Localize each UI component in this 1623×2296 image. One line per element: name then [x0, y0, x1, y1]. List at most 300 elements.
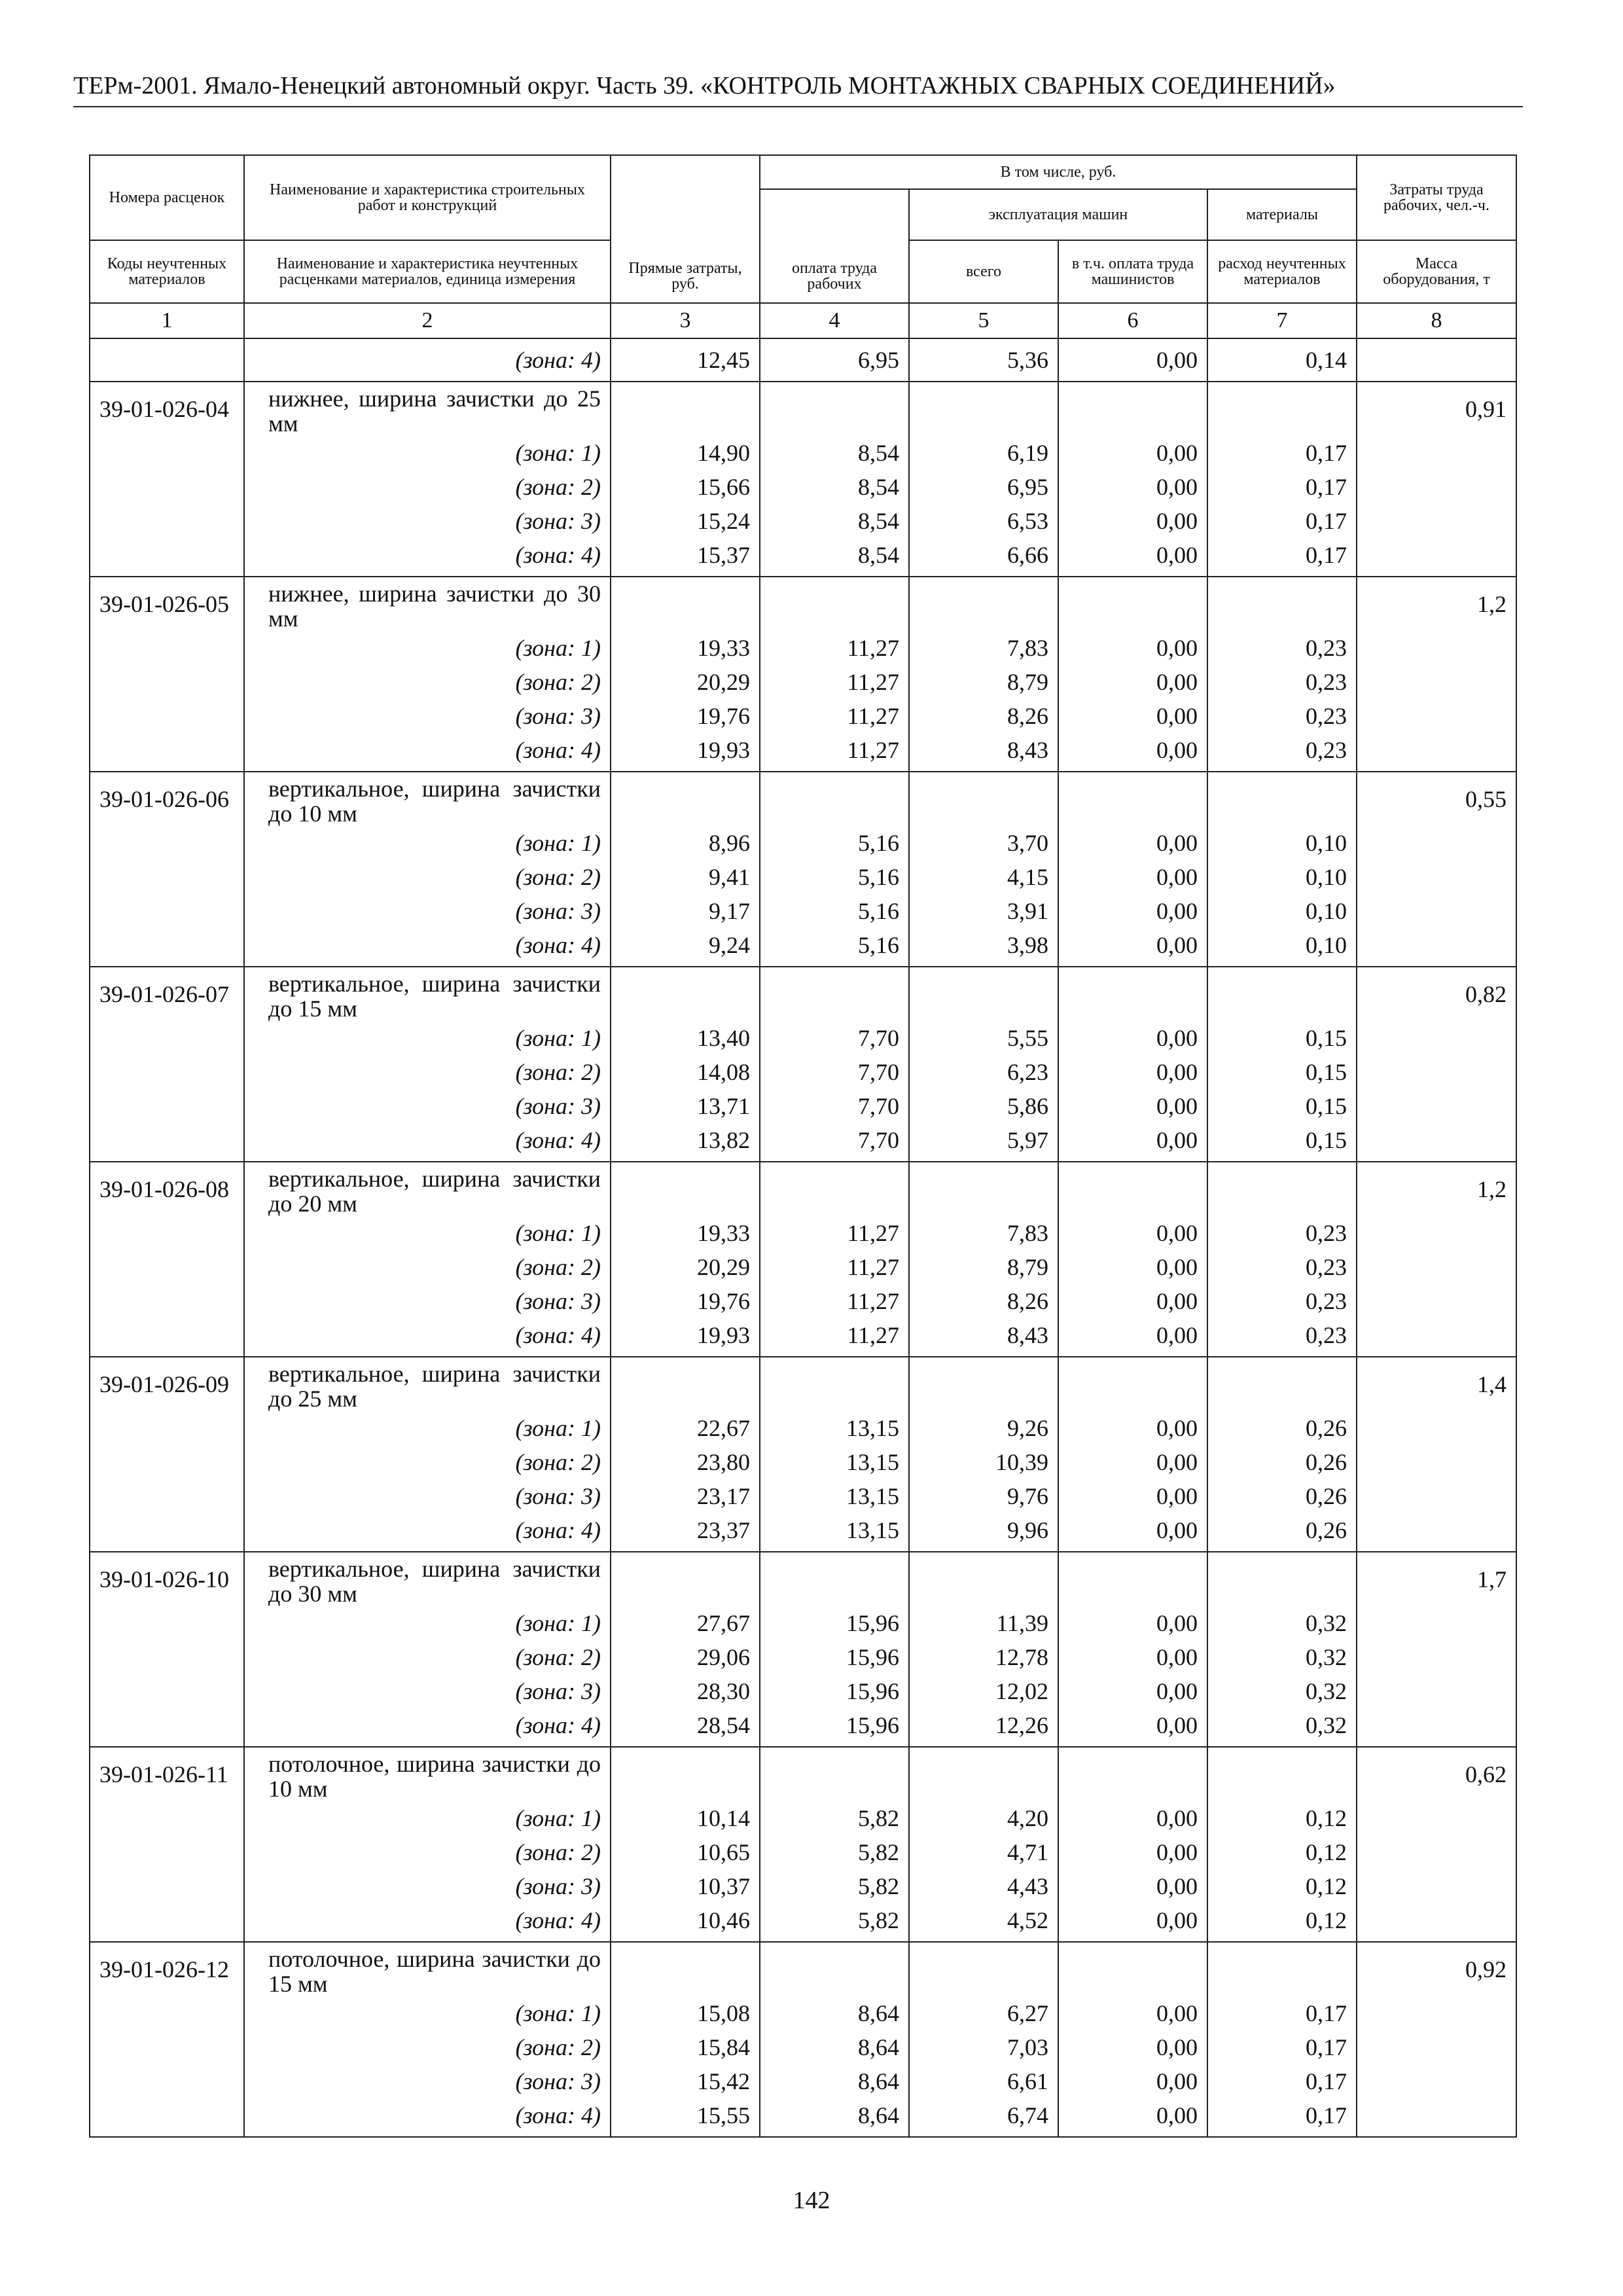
labor-pay: 11,27	[847, 703, 899, 729]
materials-cost: 0,23	[1306, 1220, 1347, 1246]
labor-pay: 5,82	[858, 1805, 899, 1831]
direct-cost: 9,24	[709, 932, 750, 958]
machinists-pay: 0,00	[1156, 830, 1198, 856]
spacer	[1217, 1166, 1347, 1216]
rate-code: 39-01-026-04	[99, 396, 229, 422]
work-description-cell	[244, 772, 611, 967]
work-description: вертикальное, ширина зачистки до 25 мм	[268, 1361, 601, 1412]
labor-pay: 11,27	[847, 737, 899, 763]
machines-cost: 6,27	[1007, 2000, 1048, 2026]
labor-hours-cell	[1357, 1357, 1516, 1552]
materials-cost: 0,15	[1306, 1127, 1347, 1153]
zone-label: (зона: 3)	[515, 898, 601, 924]
machinists-pay: 0,00	[1156, 1254, 1198, 1280]
machinists-pay: 0,00	[1156, 1288, 1198, 1314]
labor-pay: 15,96	[846, 1678, 899, 1704]
materials-cost: 0,17	[1306, 508, 1347, 534]
page-header-title: ТЕРм-2001. Ямало-Ненецкий автономный округ. Часть 39. «КОНТРОЛЬ МОНТАЖНЫХ СВАРНЫХ СОЕДИНЕНИЙ»	[73, 72, 1336, 99]
work-description-cell	[244, 1747, 611, 1942]
spacer	[1068, 1556, 1198, 1606]
zone-label: (зона: 4)	[515, 2102, 601, 2128]
labor-pay: 8,64	[858, 2102, 899, 2128]
materials-cost: 0,15	[1306, 1059, 1347, 1085]
spacer	[770, 1361, 899, 1411]
rate-code-cell	[90, 1162, 244, 1357]
zone-label: (зона: 2)	[515, 864, 601, 890]
materials-cost: 0,17	[1306, 474, 1347, 500]
machines-cost: 4,52	[1007, 1907, 1048, 1933]
machinists-pay: 0,00	[1156, 1449, 1198, 1475]
labor-pay: 8,54	[858, 440, 899, 466]
rate-code: 39-01-026-08	[99, 1176, 229, 1202]
work-description: вертикальное, ширина зачистки до 20 мм	[268, 1166, 601, 1217]
labor-pay-cell	[760, 967, 909, 1162]
col-number: 7	[1207, 303, 1357, 338]
spacer	[919, 1166, 1048, 1216]
rate-entry	[90, 382, 1516, 577]
labor-pay: 7,70	[858, 1127, 899, 1153]
rate-entry	[90, 577, 1516, 772]
labor-hours-cell	[1357, 1552, 1516, 1747]
materials-cost: 0,32	[1306, 1678, 1347, 1704]
machinists-pay: 0,00	[1156, 1093, 1198, 1119]
labor-hours: 1,7	[1477, 1566, 1507, 1592]
zone-label: (зона: 1)	[515, 1220, 601, 1246]
machines-cost: 8,79	[1007, 1254, 1048, 1280]
zone-label: (зона: 3)	[515, 1873, 601, 1899]
rate-code: 39-01-026-06	[99, 786, 229, 812]
table-row	[90, 1552, 1516, 1747]
materials-cost: 0,10	[1306, 830, 1347, 856]
direct-cost: 19,76	[697, 703, 750, 729]
machines-cost: 5,36	[1007, 347, 1048, 373]
machines-cost: 5,97	[1007, 1127, 1048, 1153]
col-number: 6	[1058, 303, 1207, 338]
zone-label: (зона: 4)	[515, 1322, 601, 1348]
zone-label: (зона: 2)	[515, 1644, 601, 1670]
labor-pay: 8,64	[858, 2034, 899, 2060]
machines-cost-cell	[909, 967, 1058, 1162]
machines-cost: 11,39	[996, 1610, 1048, 1636]
labor-pay-cell	[760, 1552, 909, 1747]
machines-cost: 10,39	[995, 1449, 1048, 1475]
materials-cost: 0,12	[1306, 1839, 1347, 1865]
labor-pay: 11,27	[847, 635, 899, 661]
machines-cost: 8,79	[1007, 669, 1048, 695]
machinists-pay: 0,00	[1156, 347, 1198, 373]
work-description-cell	[244, 382, 611, 577]
machinists-pay-cell	[1058, 772, 1207, 967]
machinists-pay-cell	[1058, 382, 1207, 577]
spacer	[770, 581, 899, 631]
table-row	[90, 1747, 1516, 1942]
materials-cost-cell	[1207, 1942, 1357, 2137]
materials-cost: 0,26	[1306, 1415, 1347, 1441]
work-description: потолочное, ширина зачистки до 10 мм	[268, 1751, 601, 1802]
spacer	[620, 1751, 750, 1801]
rate-entry	[90, 1357, 1516, 1552]
labor-pay: 11,27	[847, 1322, 899, 1348]
zone-label: (зона: 1)	[515, 635, 601, 661]
zone-label: (зона: 2)	[515, 2034, 601, 2060]
spacer	[770, 971, 899, 1021]
direct-cost: 13,71	[697, 1093, 750, 1119]
direct-cost: 15,37	[697, 542, 750, 568]
zone-label: (зона: 1)	[515, 2000, 601, 2026]
spacer	[1217, 581, 1347, 631]
direct-cost: 13,40	[697, 1025, 750, 1051]
machinists-pay: 0,00	[1156, 703, 1198, 729]
machines-cost-cell	[909, 382, 1058, 577]
spacer	[1217, 1361, 1347, 1411]
direct-cost: 14,90	[697, 440, 750, 466]
machinists-pay: 0,00	[1156, 1805, 1198, 1831]
spacer	[620, 1361, 750, 1411]
machines-cost: 5,86	[1007, 1093, 1048, 1119]
direct-cost-cell	[611, 1162, 760, 1357]
labor-pay-cell	[760, 1357, 909, 1552]
machines-cost: 8,43	[1007, 737, 1048, 763]
direct-cost: 22,67	[697, 1415, 750, 1441]
materials-cost: 0,12	[1306, 1873, 1347, 1899]
machines-cost: 6,66	[1007, 542, 1048, 568]
direct-cost: 12,45	[697, 347, 750, 373]
spacer	[770, 1166, 899, 1216]
zone-label: (зона: 3)	[515, 1093, 601, 1119]
zone-label: (зона: 1)	[515, 1610, 601, 1636]
zone-label: (зона: 2)	[515, 1059, 601, 1085]
materials-cost: 0,15	[1306, 1093, 1347, 1119]
machines-cost-cell	[909, 772, 1058, 967]
machinists-pay: 0,00	[1156, 1483, 1198, 1509]
equipment-mass-header: Масса оборудования, т	[1357, 240, 1516, 303]
machines-cost: 9,96	[1007, 1517, 1048, 1543]
labor-hours: 0,62	[1465, 1761, 1507, 1787]
direct-cost: 15,24	[697, 508, 750, 534]
col-material-name-header: Наименование и характеристика неучтенных расценками материалов, единица измерения	[244, 240, 611, 303]
labor-pay-cell	[760, 338, 909, 382]
labor-hours-cell	[1357, 382, 1516, 577]
labor-pay-cell	[760, 1747, 909, 1942]
materials-cost: 0,23	[1306, 669, 1347, 695]
labor-hours: 0,92	[1465, 1956, 1507, 1982]
spacer	[1068, 581, 1198, 631]
machines-cost: 9,76	[1007, 1483, 1048, 1509]
machines-cost-cell	[909, 1747, 1058, 1942]
materials-cost: 0,17	[1306, 2102, 1347, 2128]
spacer	[1217, 1556, 1347, 1606]
labor-hours: 0,91	[1465, 396, 1507, 422]
materials-cost: 0,10	[1306, 932, 1347, 958]
labor-hours-cell	[1357, 1162, 1516, 1357]
machinists-pay-cell	[1058, 577, 1207, 772]
machines-cost: 9,26	[1007, 1415, 1048, 1441]
work-description-cell	[244, 338, 611, 382]
col-direct-costs-header: Прямые затраты, руб.	[611, 155, 760, 303]
zone-label: (зона: 4)	[515, 347, 601, 373]
labor-pay: 13,15	[846, 1483, 899, 1509]
zone-label: (зона: 3)	[515, 2068, 601, 2094]
machinists-pay: 0,00	[1156, 1610, 1198, 1636]
labor-hours: 0,55	[1465, 786, 1507, 812]
materials-cost-cell	[1207, 1552, 1357, 1747]
rate-entry	[90, 967, 1516, 1162]
machines-cost: 3,91	[1007, 898, 1048, 924]
direct-cost: 10,65	[697, 1839, 750, 1865]
machines-cost: 6,61	[1007, 2068, 1048, 2094]
spacer	[1068, 386, 1198, 436]
table-row	[90, 967, 1516, 1162]
machinists-pay: 0,00	[1156, 2034, 1198, 2060]
zone-label: (зона: 1)	[515, 830, 601, 856]
zone-label: (зона: 1)	[515, 440, 601, 466]
spacer	[919, 1556, 1048, 1606]
machines-cost: 4,71	[1007, 1839, 1048, 1865]
labor-pay-cell	[760, 382, 909, 577]
table-row	[90, 382, 1516, 577]
continuation-block	[90, 338, 1516, 382]
rate-entry	[90, 1942, 1516, 2137]
zone-label: (зона: 4)	[515, 1907, 601, 1933]
machinists-pay: 0,00	[1156, 1712, 1198, 1738]
direct-cost: 28,54	[697, 1712, 750, 1738]
machines-cost: 3,70	[1007, 830, 1048, 856]
labor-hours: 1,2	[1477, 591, 1507, 617]
machines-cost: 4,15	[1007, 864, 1048, 890]
labor-hours: 1,2	[1477, 1176, 1507, 1202]
spacer	[1068, 1946, 1198, 1996]
spacer	[1217, 1751, 1347, 1801]
labor-pay: 15,96	[846, 1644, 899, 1670]
machinists-pay: 0,00	[1156, 1873, 1198, 1899]
rate-code-cell	[90, 1552, 244, 1747]
rate-code-cell	[90, 967, 244, 1162]
machines-cost-cell	[909, 1552, 1058, 1747]
spacer	[620, 386, 750, 436]
direct-cost: 15,84	[697, 2034, 750, 2060]
machines-cost-cell	[909, 577, 1058, 772]
machinists-pay: 0,00	[1156, 1220, 1198, 1246]
machinists-pay: 0,00	[1156, 1127, 1198, 1153]
machinists-pay-header: в т.ч. оплата труда машинистов	[1058, 240, 1207, 303]
direct-cost-cell	[611, 1747, 760, 1942]
labor-hours-cell	[1357, 967, 1516, 1162]
col-number: 3	[611, 303, 760, 338]
work-description: нижнее, ширина зачистки до 30 мм	[268, 581, 601, 632]
rate-entry	[90, 1747, 1516, 1942]
machinists-pay: 0,00	[1156, 1517, 1198, 1543]
machines-cost: 8,26	[1007, 1288, 1048, 1314]
materials-cost: 0,17	[1306, 542, 1347, 568]
direct-cost: 27,67	[697, 1610, 750, 1636]
direct-cost: 20,29	[697, 1254, 750, 1280]
spacer	[770, 1751, 899, 1801]
machinists-pay: 0,00	[1156, 2102, 1198, 2128]
machinists-pay-cell	[1058, 1942, 1207, 2137]
direct-cost: 19,93	[697, 1322, 750, 1348]
spacer	[1217, 776, 1347, 826]
materials-cost-cell	[1207, 1747, 1357, 1942]
labor-pay: 5,16	[858, 864, 899, 890]
direct-cost-cell	[611, 967, 760, 1162]
materials-cost: 0,14	[1306, 347, 1347, 373]
spacer	[1068, 971, 1198, 1021]
direct-cost: 29,06	[697, 1644, 750, 1670]
machinists-pay: 0,00	[1156, 2068, 1198, 2094]
direct-cost: 23,80	[697, 1449, 750, 1475]
col-labor-hours-header: Затраты труда рабочих, чел.-ч.	[1357, 155, 1516, 240]
machinists-pay-cell	[1058, 1552, 1207, 1747]
direct-cost: 28,30	[697, 1678, 750, 1704]
direct-cost: 15,42	[697, 2068, 750, 2094]
machinists-pay: 0,00	[1156, 1907, 1198, 1933]
labor-pay: 5,82	[858, 1839, 899, 1865]
machinists-pay-cell	[1058, 338, 1207, 382]
zone-label: (зона: 4)	[515, 737, 601, 763]
col-number: 5	[909, 303, 1058, 338]
labor-pay: 13,15	[846, 1449, 899, 1475]
work-description-cell	[244, 1552, 611, 1747]
labor-pay: 15,96	[846, 1610, 899, 1636]
spacer	[1217, 971, 1347, 1021]
table-row	[90, 1162, 1516, 1357]
machinists-pay-cell	[1058, 1162, 1207, 1357]
materials-cost-cell	[1207, 382, 1357, 577]
machines-cost: 4,20	[1007, 1805, 1048, 1831]
direct-cost: 9,17	[709, 898, 750, 924]
col-number: 8	[1357, 303, 1516, 338]
materials-cost: 0,23	[1306, 1322, 1347, 1348]
labor-hours-cell	[1357, 577, 1516, 772]
machinists-pay: 0,00	[1156, 1644, 1198, 1670]
table-row	[90, 772, 1516, 967]
rate-code-cell	[90, 1357, 244, 1552]
work-description: нижнее, ширина зачистки до 25 мм	[268, 386, 601, 437]
direct-cost: 10,14	[697, 1805, 750, 1831]
col-number: 4	[760, 303, 909, 338]
machines-cost: 12,02	[995, 1678, 1048, 1704]
materials-cost: 0,17	[1306, 440, 1347, 466]
col-material-codes-header: Коды неучтенных материалов	[90, 240, 244, 303]
incl-header: В том числе, руб.	[760, 155, 1357, 189]
direct-cost: 19,76	[697, 1288, 750, 1314]
labor-pay: 5,82	[858, 1907, 899, 1933]
spacer	[770, 1556, 899, 1606]
spacer	[919, 1751, 1048, 1801]
direct-cost: 15,55	[697, 2102, 750, 2128]
zone-label: (зона: 2)	[515, 1839, 601, 1865]
machines-cost-cell	[909, 338, 1058, 382]
direct-cost: 19,93	[697, 737, 750, 763]
labor-pay: 8,54	[858, 474, 899, 500]
rate-code: 39-01-026-07	[99, 981, 229, 1007]
machines-cost-cell	[909, 1942, 1058, 2137]
direct-cost: 8,96	[709, 830, 750, 856]
labor-pay: 5,82	[858, 1873, 899, 1899]
labor-pay: 8,54	[858, 508, 899, 534]
page-number: 142	[793, 2187, 830, 2214]
labor-pay: 11,27	[847, 1288, 899, 1314]
spacer	[919, 971, 1048, 1021]
labor-pay: 7,70	[858, 1059, 899, 1085]
machines-cost: 6,23	[1007, 1059, 1048, 1085]
spacer	[620, 581, 750, 631]
table-row	[90, 1942, 1516, 2137]
materials-cost: 0,23	[1306, 703, 1347, 729]
work-description: вертикальное, ширина зачистки до 10 мм	[268, 776, 601, 827]
work-description-cell	[244, 1357, 611, 1552]
work-description-cell	[244, 1942, 611, 2137]
rate-code-cell	[90, 382, 244, 577]
materials-cost: 0,12	[1306, 1907, 1347, 1933]
zone-label: (зона: 2)	[515, 1449, 601, 1475]
spacer	[620, 1166, 750, 1216]
rate-code-cell	[90, 577, 244, 772]
materials-cost-cell	[1207, 1357, 1357, 1552]
machinists-pay-cell	[1058, 967, 1207, 1162]
col-number: 2	[244, 303, 611, 338]
zone-label: (зона: 1)	[515, 1415, 601, 1441]
direct-cost: 10,37	[697, 1873, 750, 1899]
spacer	[1068, 1361, 1198, 1411]
direct-cost: 23,37	[697, 1517, 750, 1543]
materials-cost: 0,23	[1306, 1288, 1347, 1314]
labor-pay: 7,70	[858, 1025, 899, 1051]
work-description: вертикальное, ширина зачистки до 15 мм	[268, 971, 601, 1022]
labor-pay: 11,27	[847, 1220, 899, 1246]
labor-pay-cell	[760, 772, 909, 967]
zone-label: (зона: 4)	[515, 1517, 601, 1543]
machines-header: эксплуатация машин	[909, 189, 1207, 240]
labor-pay: 5,16	[858, 932, 899, 958]
work-description-cell	[244, 1162, 611, 1357]
rate-entry	[90, 772, 1516, 967]
labor-hours: 0,82	[1465, 981, 1507, 1007]
machinists-pay: 0,00	[1156, 440, 1198, 466]
machinists-pay: 0,00	[1156, 864, 1198, 890]
materials-cost-cell	[1207, 577, 1357, 772]
materials-cost: 0,26	[1306, 1483, 1347, 1509]
machines-cost: 12,78	[995, 1644, 1048, 1670]
labor-pay: 5,16	[858, 898, 899, 924]
work-description: вертикальное, ширина зачистки до 30 мм	[268, 1556, 601, 1607]
zone-label: (зона: 4)	[515, 1127, 601, 1153]
materials-cost-cell	[1207, 338, 1357, 382]
labor-pay: 13,15	[846, 1415, 899, 1441]
machines-cost-cell	[909, 1162, 1058, 1357]
materials-cost: 0,26	[1306, 1449, 1347, 1475]
machinists-pay: 0,00	[1156, 1322, 1198, 1348]
direct-cost-cell	[611, 1357, 760, 1552]
materials-cost: 0,10	[1306, 898, 1347, 924]
machines-cost: 6,53	[1007, 508, 1048, 534]
zone-label: (зона: 3)	[515, 1678, 601, 1704]
rate-code-cell	[90, 1942, 244, 2137]
labor-hours-cell	[1357, 1942, 1516, 2137]
labor-hours-cell	[1357, 1747, 1516, 1942]
machines-cost: 6,95	[1007, 474, 1048, 500]
rate-code: 39-01-026-10	[99, 1566, 229, 1592]
zone-label: (зона: 2)	[515, 474, 601, 500]
work-description-cell	[244, 967, 611, 1162]
direct-cost-cell	[611, 338, 760, 382]
zone-label: (зона: 1)	[515, 1805, 601, 1831]
materials-cost: 0,23	[1306, 1254, 1347, 1280]
machines-total-header: всего	[909, 240, 1058, 303]
rate-code-cell	[90, 772, 244, 967]
rate-code-cell	[90, 1747, 244, 1942]
spacer	[620, 1946, 750, 1996]
